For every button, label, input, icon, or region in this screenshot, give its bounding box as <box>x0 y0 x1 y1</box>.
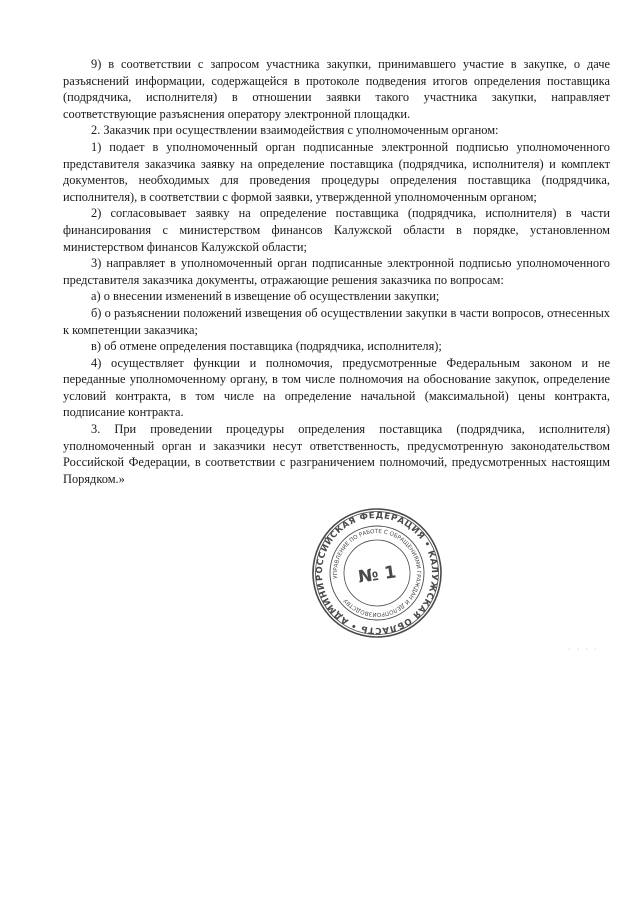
paragraph-item-9: 9) в соответствии с запросом участника закупки, принимавшего участие в закупке, о даче разъяснений информации, содержащейся в протоколе подведения итогов определения поставщика (подрядчика, исполнителя) в отношении заявки такого участника закупки, направляет соответствующие разъяснения оператору электронной площадки. <box>63 57 610 121</box>
paragraph-section-2: 2. Заказчик при осуществлении взаимодействия с уполномоченным органом: <box>91 123 499 138</box>
seal-number: № 1 <box>356 562 398 588</box>
paragraph-item-1: 1) подает в уполномоченный орган подписанные электронной подписью уполномоченного представителя заказчика заявку на определение поставщика (подрядчика, исполнителя) и комплект документов, необходимых для проведения процедуры определения поставщика (подрядчика, исполнителя), в соответствии с формой заявки, утвержденной уполномоченным органом; <box>63 139 610 204</box>
paragraph-item-4: 4) осуществляет функции и полномочия, предусмотренные Федеральным законом и не переданные уполномоченному органу, в том числе полномочия на обоснование закупок, определение условий контракта, в том числе на определение начальной (максимальной) цены контракта, подписание контракта. <box>63 355 610 420</box>
paragraph-section-3: 3. При проведении процедуры определения поставщика (подрядчика, исполнителя) уполномоченный орган и заказчики несут ответственность, предусмотренную законодательством Российской Федерации, в соответствии с разграничением полномочий, предусмотренных настоящим Порядком.» <box>63 422 610 486</box>
paragraph-item-2: 2) согласовывает заявку на определение поставщика (подрядчика, исполнителя) в части финансирования с министерством финансов Калужской области в порядке, установленном министерством финансов Калужской области; <box>63 206 610 254</box>
scan-artifact: · · · · <box>568 645 599 654</box>
official-seal-stamp <box>310 506 444 640</box>
paragraph-subitem-b: б) о разъяснении положений извещения об осуществлении закупки в части вопросов, отнесенных к компетенции заказчика; <box>63 305 610 337</box>
seal-inner-text: УПРАВЛЕНИЕ ПО РАБОТЕ С ОБРАЩЕНИЯМИ ГРАЖДАН И ДЕЛОПРОИЗВОДСТВУ <box>332 528 422 618</box>
paragraph-item-3: 3) направляет в уполномоченный орган подписанные электронной подписью уполномоченного представителя заказчика документы, отражающие решения заказчика по вопросам: <box>63 256 610 287</box>
document-text <box>63 56 610 487</box>
seal-outer-text: РОССИЙСКАЯ ФЕДЕРАЦИЯ • КАЛУЖСКАЯ ОБЛАСТЬ • АДМИНИСТРАЦИЯ <box>314 510 440 636</box>
paragraph-subitem-v: в) об отмене определения поставщика (подрядчика, исполнителя); <box>91 339 442 354</box>
paragraph-subitem-a: а) о внесении изменений в извещение об осуществлении закупки; <box>91 289 440 304</box>
